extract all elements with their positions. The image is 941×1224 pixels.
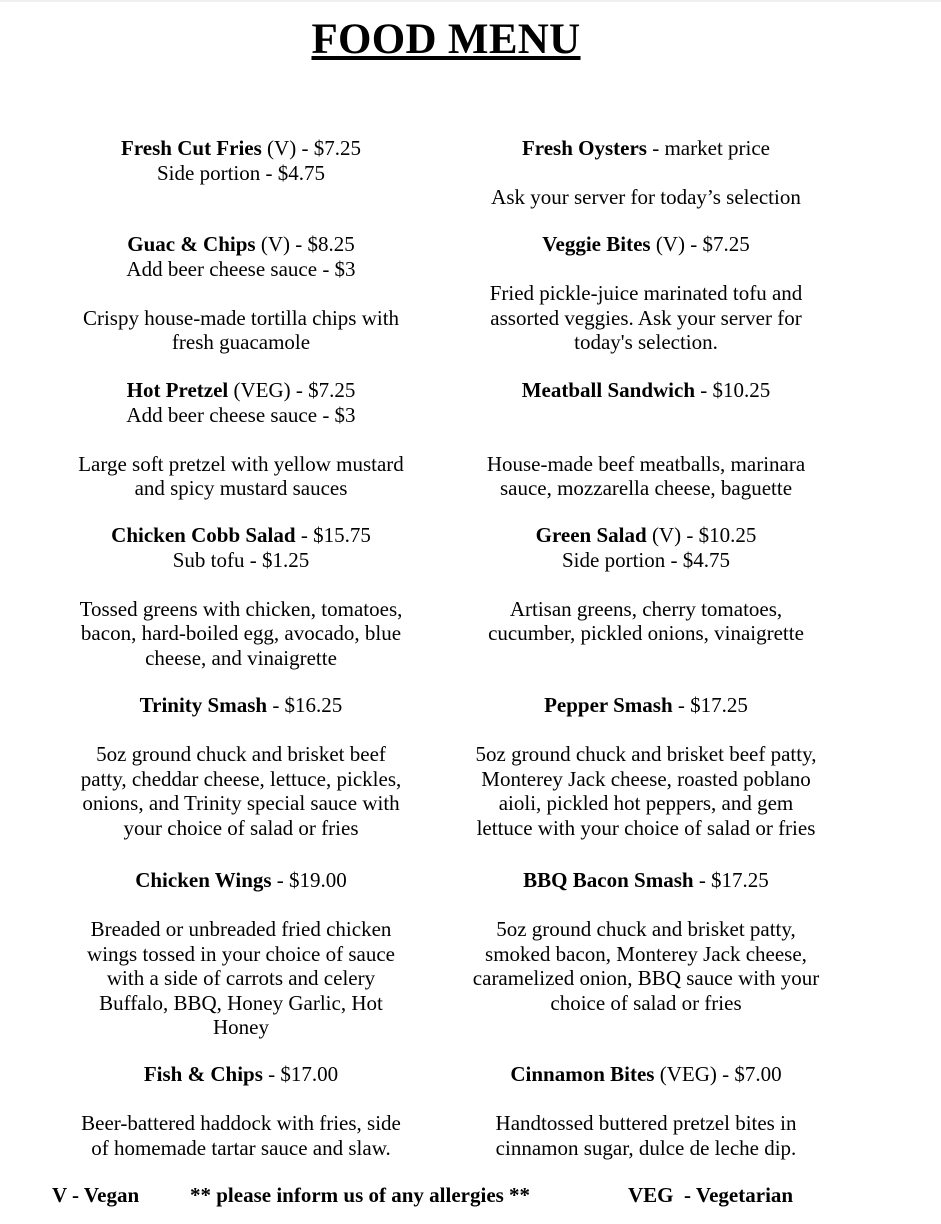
menu-item-description: 5oz ground chuck and brisket beef patty, (475, 742, 817, 766)
menu-item-name: Guac & Chips (127, 232, 256, 256)
menu-item-heading (51, 693, 431, 718)
menu-item-description: 5oz ground chuck and brisket beef (96, 742, 386, 766)
menu-item-description: Fried pickle-juice marinated tofu and (489, 281, 803, 305)
menu-item-description: sauce, mozzarella cheese, baguette (499, 476, 793, 500)
menu-item (446, 136, 846, 210)
spacer (446, 572, 846, 597)
menu-item-heading (446, 868, 846, 893)
menu-item-description: onions, and Trinity special sauce with (82, 791, 400, 815)
menu-item (446, 378, 846, 501)
spacer (51, 893, 431, 918)
menu-item-description: cheese, and vinaigrette (145, 645, 337, 670)
menu-item-heading (446, 136, 846, 161)
menu-item-description: Crispy house-made tortilla chips with (82, 305, 400, 330)
menu-item-description: lettuce with your choice of salad or fries (476, 815, 816, 840)
menu-item-heading (51, 378, 431, 403)
menu-item-description: Monterey Jack cheese, roasted poblano (481, 766, 811, 791)
menu-legend (0, 1182, 941, 1210)
menu-item-price: (VEG) - $7.00 (654, 1062, 782, 1086)
menu-item-description: with a side of carrots and celery (106, 966, 376, 990)
menu-item-price: - $17.25 (672, 693, 748, 717)
menu-item-description: cucumber, pickled onions, vinaigrette (488, 621, 804, 645)
spacer (51, 427, 431, 452)
menu-item-name: Fish & Chips (143, 1062, 263, 1086)
menu-item-option: Add beer cheese sauce - $3 (126, 256, 356, 281)
menu-item-description: choice of salad or fries (550, 990, 742, 1015)
menu-item-description: cinnamon sugar, dulce de leche dip. (495, 1135, 797, 1160)
menu-item (446, 523, 846, 646)
menu-item-description: your choice of salad or fries (123, 815, 359, 840)
menu-item-name: Veggie Bites (542, 232, 651, 256)
menu-item-name: Pepper Smash (544, 693, 673, 717)
menu-item-name: Chicken Cobb Salad (111, 523, 296, 547)
spacer (446, 1087, 846, 1112)
menu-item-description: Tossed greens with chicken, tomatoes, (79, 596, 403, 621)
menu-item-price: (V) - $10.25 (646, 523, 757, 547)
menu-item-heading (51, 1062, 431, 1087)
menu-item (446, 232, 846, 355)
menu-item-option (446, 403, 846, 428)
menu-item-description: wings tossed in your choice of sauce (87, 941, 395, 966)
menu-item-price: (V) - $7.25 (261, 136, 361, 160)
spacer (51, 281, 431, 306)
menu-item-heading (446, 1062, 846, 1087)
menu-item-heading (51, 523, 431, 548)
menu-item-description: today's selection. (574, 330, 718, 354)
menu-item-heading (446, 378, 846, 403)
menu-item-price: - $15.75 (295, 523, 371, 547)
menu-item-description: House-made beef meatballs, marinara (486, 451, 806, 476)
legend-vegan: V - Vegan (52, 1183, 140, 1207)
menu-item-name: Trinity Smash (139, 693, 268, 717)
spacer (446, 427, 846, 452)
menu-item-name: Green Salad (535, 523, 647, 547)
menu-item (446, 868, 846, 1015)
spacer (446, 893, 846, 918)
menu-item-name: Fresh Oysters (521, 136, 647, 160)
spacer (446, 257, 846, 282)
menu-item-description: Honey (213, 1015, 269, 1039)
spacer (51, 1087, 431, 1112)
menu-item-description: aioli, pickled hot peppers, and gem (498, 791, 794, 815)
menu-item-description: caramelized onion, BBQ sauce with your (472, 966, 820, 990)
menu-item-name: Fresh Cut Fries (121, 136, 262, 160)
menu-item-price: - $17.00 (262, 1062, 339, 1086)
menu-item-price: (VEG) - $7.25 (228, 378, 356, 402)
menu-item (51, 868, 431, 1040)
menu-item (51, 1062, 431, 1160)
menu-item-heading (51, 232, 431, 257)
menu-item-option: Side portion - $4.75 (562, 547, 730, 572)
menu-item-description: of homemade tartar sauce and slaw. (91, 1135, 391, 1160)
menu-item (446, 693, 846, 840)
menu-item-price: (V) - $8.25 (255, 232, 355, 256)
menu-item-description: assorted veggies. Ask your server for (490, 305, 802, 330)
menu-item-price: (V) - $7.25 (650, 232, 750, 256)
top-divider (0, 0, 941, 2)
menu-item-option: Add beer cheese sauce - $3 (126, 402, 356, 427)
menu-item-description: Beer-battered haddock with fries, side (81, 1111, 401, 1135)
menu-item-description: Artisan greens, cherry tomatoes, (509, 596, 783, 621)
page-title: FOOD MENU (311, 16, 581, 63)
menu-item-description: patty, cheddar cheese, lettuce, pickles, (80, 766, 402, 791)
menu-item-heading (51, 136, 431, 161)
menu-item-description: Breaded or unbreaded fried chicken (90, 917, 392, 941)
menu-item-price: - $17.25 (693, 868, 769, 892)
menu-item-option: Sub tofu - $1.25 (172, 547, 310, 572)
menu-item-name: Cinnamon Bites (510, 1062, 655, 1086)
menu-item (51, 136, 431, 185)
menu-item (51, 378, 431, 501)
menu-item-heading (446, 523, 846, 548)
menu-item-price: - $19.00 (271, 868, 347, 892)
menu-item-description: and spicy mustard sauces (134, 476, 348, 500)
spacer (51, 718, 431, 743)
spacer (446, 161, 846, 186)
spacer (446, 718, 846, 743)
menu-item-price: - $16.25 (267, 693, 343, 717)
menu-item-description: fresh guacamole (171, 330, 311, 354)
menu-item-price: - $10.25 (695, 378, 771, 402)
menu-item-description: Ask your server for today’s selection (491, 185, 801, 209)
spacer (51, 572, 431, 597)
menu-item-name: Meatball Sandwich (521, 378, 696, 402)
menu-item-option: Side portion - $4.75 (157, 160, 325, 185)
menu-item-heading (446, 232, 846, 257)
legend-vegetarian: VEG - Vegetarian (628, 1183, 794, 1207)
menu-item (51, 232, 431, 355)
menu-item-name: BBQ Bacon Smash (523, 868, 694, 892)
menu-item-description: Handtossed buttered pretzel bites in (495, 1111, 797, 1135)
menu-item-description: bacon, hard-boiled egg, avocado, blue (80, 621, 402, 645)
menu-item-description: 5oz ground chuck and brisket patty, (496, 917, 796, 941)
menu-item-heading (446, 693, 846, 718)
menu-item-description: Buffalo, BBQ, Honey Garlic, Hot (99, 990, 383, 1015)
menu-item-price: - market price (646, 136, 771, 160)
menu-item (51, 693, 431, 840)
menu-item-name: Chicken Wings (135, 868, 272, 892)
allergy-notice: ** please inform us of any allergies ** (190, 1183, 531, 1207)
menu-item (446, 1062, 846, 1160)
menu-item-name: Hot Pretzel (126, 378, 229, 402)
menu-item-description: Large soft pretzel with yellow mustard (78, 451, 404, 476)
menu-item (51, 523, 431, 670)
menu-item-description: smoked bacon, Monterey Jack cheese, (485, 941, 807, 966)
menu-item-heading (51, 868, 431, 893)
